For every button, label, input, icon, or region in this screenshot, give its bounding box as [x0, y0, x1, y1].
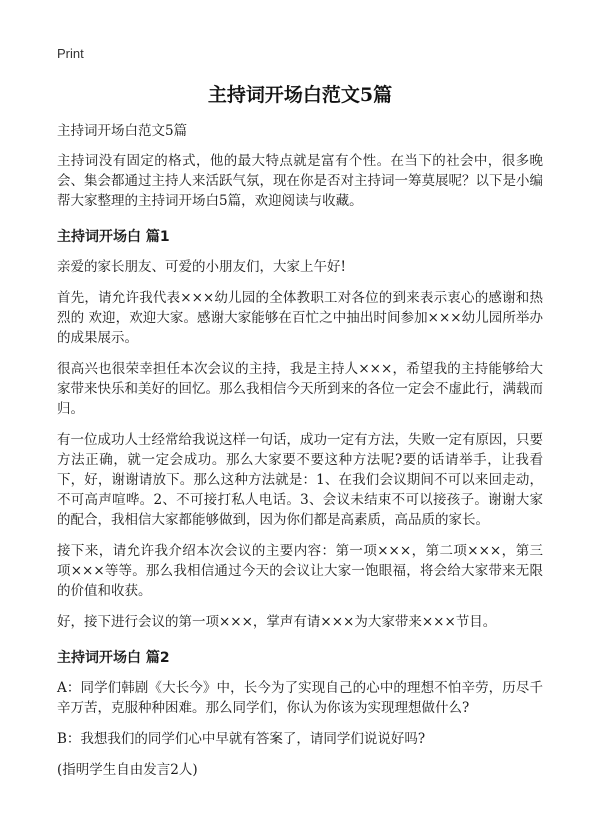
section-heading-1: 主持词开场白 篇1 — [57, 229, 170, 245]
section-2-paragraph: B：我想我们的同学们心中早就有答案了，请同学们说说好吗? — [57, 731, 426, 747]
intro-subtitle: 主持词开场白范文5篇 — [57, 123, 188, 139]
section-1-paragraph: 很高兴也很荣幸担任本次会议的主持，我是主持人×××，希望我的主持能够给大家带来快乐和美好的回忆。那么我相信今天所到来的各位一定会不虚此行，满载而归。 — [57, 361, 543, 417]
document-title: 主持词开场白范文5篇 — [207, 84, 393, 106]
section-heading-2: 主持词开场白 篇2 — [57, 650, 170, 666]
section-1-paragraph: 亲爱的家长朋友、可爱的小朋友们，大家上午好! — [57, 259, 346, 275]
print-link[interactable]: Print — [57, 46, 84, 61]
section-2-paragraph: (指明学生自由发言2人) — [57, 762, 198, 778]
intro-paragraph: 主持词没有固定的格式，他的最大特点就是富有个性。在当下的社会中，很多晚会、集会都通过主持人来活跃气氛，现在你是否对主持词一筹莫展呢？以下是小编帮大家整理的主持词开场白5篇，欢迎阅读与收藏。 — [57, 153, 543, 209]
section-1-paragraph: 好，接下进行会议的第一项×××，掌声有请×××为大家带来×××节目。 — [57, 614, 497, 630]
section-1-paragraph: 有一位成功人士经常给我说这样一句话，成功一定有方法，失败一定有原因，只要方法正确，就一定会成功。那么大家要不要这种方法呢?要的话请举手，让我看下，好，谢谢请放下。那么这种方法就是：1、在我们会议期间不可以来回走动，不可高声喧哗。2、不可接打私人电话。3、会议未结束不可以接孩子。谢谢大家的配合，我相信大家都能够做到，因为你们都是高素质，高品质的家长。 — [57, 432, 543, 528]
document-body — [57, 121, 543, 791]
section-1-paragraph: 首先，请允许我代表×××幼儿园的全体教职工对各位的到来表示衷心的感谢和热烈的 欢迎，欢迎大家。感谢大家能够在百忙之中抽出时间参加×××幼儿园所举办的成果展示。 — [57, 290, 543, 346]
section-1-paragraph: 接下来，请允许我介绍本次会议的主要内容：第一项×××，第二项×××，第三项×××等等。那么我相信通过今天的会议让大家一饱眼福，将会给大家带来无限的价值和收获。 — [57, 543, 543, 599]
section-2-paragraph: A：同学们韩剧《大长今》中，长今为了实现自己的心中的理想不怕辛劳，历尽千辛万苦，克服种种困难。那么同学们，你认为你该为实现理想做什么? — [57, 680, 543, 716]
